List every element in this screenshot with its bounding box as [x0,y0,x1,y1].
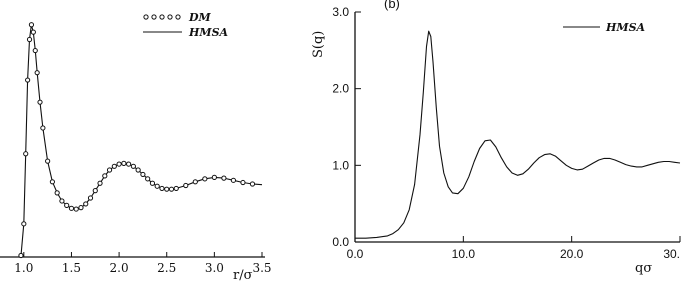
panel-b-label: (b) [384,0,400,11]
legend-marker-dm [176,15,180,19]
data-point-dm [60,199,64,203]
panel-b-x-tick-label: 20.0 [559,247,584,261]
data-point-dm [165,187,169,191]
panel-b-y-tick-label: 3.0 [332,5,349,19]
data-point-dm [103,174,107,178]
panel-b-y-axis-label: S(q) [311,30,326,58]
data-point-dm [203,177,207,181]
series-line-hmsa-b [355,31,680,238]
panel-b-x-tick-label: 0.0 [346,247,364,261]
panel-b-x-tick-label: 10.0 [451,247,476,261]
legend-marker-dm [160,15,164,19]
panel-b-legend [563,21,646,34]
legend-label-dm: DM [189,11,211,24]
data-point-dm [150,181,154,185]
data-point-dm [19,253,23,257]
legend-marker-dm [168,15,172,19]
data-point-dm [122,161,126,165]
data-point-dm [155,184,159,188]
data-point-dm [184,183,188,187]
data-point-dm [35,71,39,75]
data-point-dm [241,180,245,184]
panel-a-x-tick-label: 2.0 [109,261,129,275]
panel-a-x-tick-label: 1.0 [14,261,34,275]
panel-b-y-tick-label: 2.0 [332,81,349,96]
panel-b [311,0,680,276]
legend-marker-dm [152,15,156,19]
data-point-dm [29,23,33,27]
data-point-dm [33,48,37,52]
data-point-dm [46,159,50,163]
data-point-dm [65,203,69,207]
legend-marker-dm [144,15,148,19]
data-point-dm [93,189,97,193]
panel-b-x-tick-label: 30. [663,247,680,261]
panel-a-x-tick-label: 3.5 [252,261,272,275]
data-point-dm [26,78,30,82]
data-point-dm [169,187,173,191]
data-point-dm [231,178,235,182]
data-point-dm [55,191,59,195]
data-point-dm [127,162,131,166]
legend-label-hmsa-b: HMSA [606,21,646,34]
data-point-dm [136,168,140,172]
data-point-dm [193,180,197,184]
data-point-dm [69,206,73,210]
data-point-dm [27,37,31,41]
data-point-dm [146,177,150,181]
data-point-dm [112,164,116,168]
data-point-dm [74,207,78,211]
data-point-dm [222,176,226,180]
data-point-dm [212,175,216,179]
panel-a-legend [143,11,229,39]
data-point-dm [107,168,111,172]
data-point-dm [117,162,121,166]
data-point-dm [160,186,164,190]
legend-label-hmsa-a: HMSA [189,26,229,39]
panel-a-x-tick-label: 2.5 [157,261,177,275]
data-point-dm [41,126,45,130]
panel-b-y-tick-label: 1.0 [332,158,349,173]
panel-a-x-tick-label: 1.5 [61,261,82,275]
data-point-dm [24,152,28,156]
data-point-dm [38,100,42,104]
data-point-dm [31,30,35,34]
data-point-dm [131,164,135,168]
data-point-dm [141,172,145,176]
data-point-dm [79,206,83,210]
data-point-dm [88,196,92,200]
panel-b-y-tick-label: 0.0 [332,235,349,249]
data-point-dm [98,181,102,185]
series-line-hmsa-a [14,25,262,257]
panel-a-x-axis-label: r/σ [233,268,253,282]
data-point-dm [250,182,254,186]
data-point-dm [84,202,88,206]
data-point-dm [174,186,178,190]
panel-a [0,11,272,282]
panel-b-x-axis-label: qσ [635,261,653,276]
data-point-dm [50,180,54,184]
panel-a-x-tick-label: 3.0 [204,261,224,275]
data-point-dm [22,222,26,226]
